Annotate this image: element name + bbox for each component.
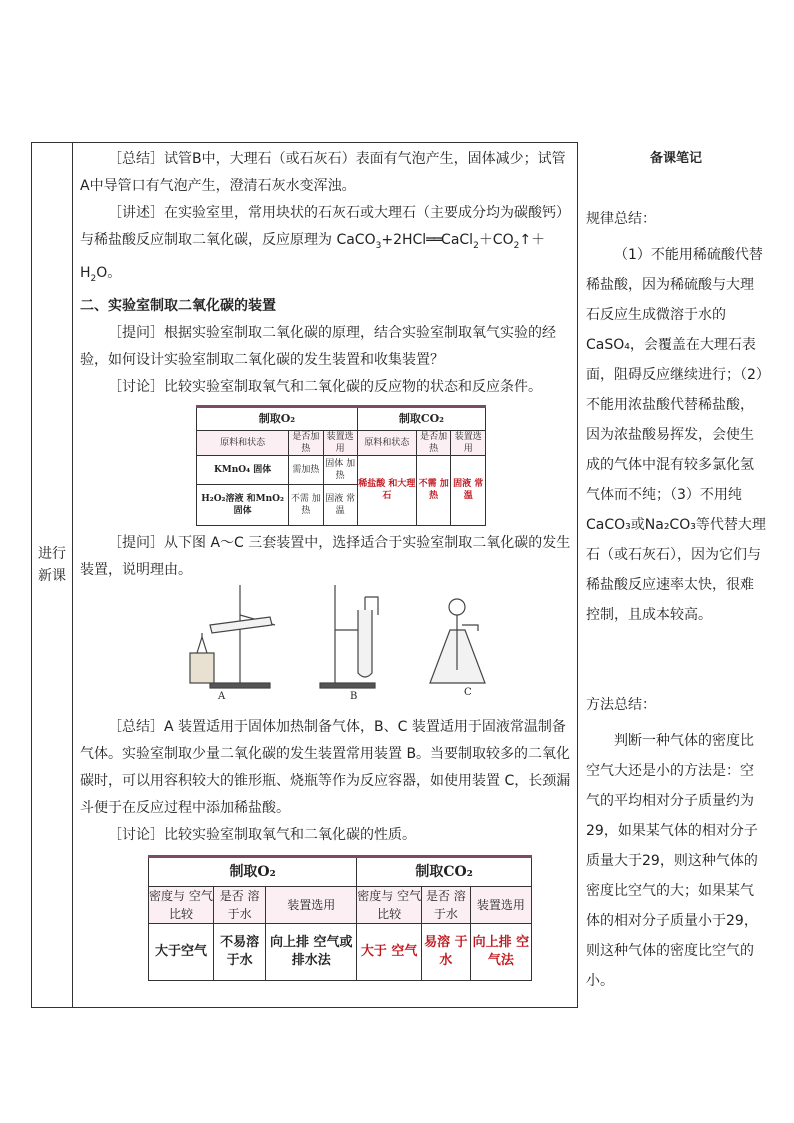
- table2-col: 装置选用: [470, 886, 531, 923]
- table2-cell: 大于 空气: [357, 923, 422, 980]
- rule-heading: 规律总结：: [586, 211, 656, 227]
- table2-col: 装置选用: [266, 886, 357, 923]
- section-heading: 二、实验室制取二氧化碳的装置: [80, 297, 276, 314]
- question-2: ［提问］从下图 A～C 三套装置中，选择适合于实验室制取二氧化碳的发生装置，说明理由。: [80, 534, 571, 578]
- table1-cell: 不需 加热: [289, 484, 323, 525]
- lecture: ［讲述］在实验室里，常用块状的石灰石或大理石（主要成分均为碳酸钙）与稀盐酸反应制取二氧化碳，反应原理为 $CaCO_3+2HCl══CaCl_2+CO_2↑+ H_2O$。: [80, 205, 570, 284]
- side-label: [32, 543, 72, 587]
- table2-cell: 向上排 空气法: [470, 923, 531, 980]
- lecture-d: ＋CO: [478, 232, 514, 248]
- lecture-e: ↑＋ H: [80, 232, 546, 281]
- label-a: A: [218, 691, 226, 702]
- table1-head-co2: 制取CO₂: [357, 406, 485, 430]
- lecture-a: ［讲述］在实验室里，常用块状的石灰石或大理石（主要成分均为碳酸钙）与稀盐酸反应制取二氧化碳，反应原理为 CaCO: [80, 205, 570, 248]
- table1-col: 原料和状态: [197, 430, 289, 455]
- table1-cell: 需加热: [289, 455, 323, 484]
- table1-col: 装置选用: [323, 430, 357, 455]
- table1-cell: KMnO₄ 固体: [197, 455, 289, 484]
- property-table: [148, 855, 532, 981]
- table1-col: 装置选用: [451, 430, 486, 455]
- notes-title: 备课笔记: [649, 151, 702, 166]
- table1-cell: 固液 常温: [451, 455, 486, 525]
- lecture-b: +2HCl: [381, 232, 427, 248]
- lecture-f: O。: [96, 264, 122, 281]
- equal-sign: ══: [426, 232, 442, 248]
- table2-cell: 向上排 空气或 排水法: [266, 923, 357, 980]
- table2-col: 密度与 空气比较: [357, 886, 422, 923]
- table1-cell: 固体 加热: [323, 455, 357, 484]
- side-label-line2: 新课: [38, 568, 66, 584]
- method-text: 判断一种气体的密度比空气大还是小的方法是：空气的平均相对分子质量约为29，如果某气体的相对分子质量大于29，则这种气体的密度比空气的大；如果某气体的相对分子质量小于29，则这种气体的密度比空气的小。: [586, 733, 758, 989]
- lesson-content: [80, 146, 572, 981]
- notes-column: [586, 142, 766, 996]
- table1-cell: 固液 常温: [323, 484, 357, 525]
- discussion-1: ［讨论］比较实验室制取氧气和二氧化碳的反应物的状态和反应条件。: [108, 378, 542, 395]
- table2-head-o2: 制取O₂: [149, 856, 357, 886]
- table1-col: 是否加热: [416, 430, 451, 455]
- table2-cell: 不易溶 于水: [213, 923, 265, 980]
- table1-cell: 不需 加热: [416, 455, 451, 525]
- column-divider: [72, 143, 73, 1007]
- rule-text: （1）不能用稀硫酸代替稀盐酸，因为稀硫酸与大理石反应生成微溶于水的CaSO₄，会覆盖在大理石表面，阻碍反应继续进行；（2）不能用浓盐酸代替稀盐酸，因为浓盐酸易挥发，会使生成的气体中混有较多氯化氢气体而不纯；（3）不用纯CaCO₃或Na₂CO₃等代替大理石（或石灰石），因为它们与稀盐酸反应速率太快，很难控制，且成本较高。: [586, 247, 766, 623]
- lecture-c: CaCl: [441, 232, 474, 248]
- method-heading: 方法总结：: [586, 697, 656, 713]
- table2-col: 是否 溶于水: [422, 886, 471, 923]
- table1-cell: H₂O₂溶液 和MnO₂ 固体: [197, 484, 289, 525]
- summary-1: ［总结］试管B中，大理石（或石灰石）表面有气泡产生，固体减少；试管A中导管口有气泡产生，澄清石灰水变浑浊。: [80, 151, 566, 194]
- apparatus-figure: [170, 575, 510, 705]
- side-label-line1: 进行: [38, 546, 66, 562]
- table2-cell: 大于空气: [149, 923, 214, 980]
- question-1: ［提问］根据实验室制取二氧化碳的原理，结合实验室制取氧气实验的经验，如何设计实验室制取二氧化碳的发生装置和收集装置？: [80, 324, 556, 368]
- discussion-2: ［讨论］比较实验室制取氧气和二氧化碳的性质。: [108, 826, 416, 843]
- table1-col: 是否加热: [289, 430, 323, 455]
- label-b: B: [350, 691, 358, 702]
- apparatus-drawing: [170, 575, 500, 705]
- table2-cell: 易溶 于水: [422, 923, 471, 980]
- summary-2: ［总结］A 装置适用于固体加热制备气体，B、C 装置适用于固液常温制备气体。实验室制取少量二氧化碳的发生装置常用装置 B。当要制取较多的二氧化碳时，可以用容积较大的锥形瓶、烧瓶等作为反应容器，如使用装置 C，长颈漏斗便于在反应过程中添加稀盐酸。: [80, 718, 571, 816]
- table1-col: 原料和状态: [357, 430, 416, 455]
- label-c: C: [464, 687, 472, 698]
- table2-col: 是否 溶于水: [213, 886, 265, 923]
- table1-cell: 稀盐酸 和大理 石: [357, 455, 416, 525]
- table1-head-o2: 制取O₂: [197, 406, 358, 430]
- table2-head-co2: 制取CO₂: [357, 856, 532, 886]
- reactant-table: [196, 405, 486, 526]
- table2-col: 密度与 空气比较: [149, 886, 214, 923]
